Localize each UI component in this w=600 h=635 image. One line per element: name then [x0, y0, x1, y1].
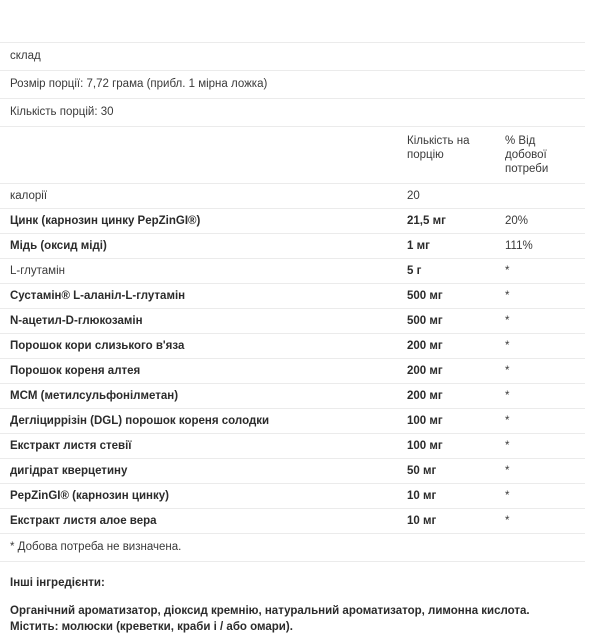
- daily-value-footnote: * Добова потреба не визначена.: [0, 533, 585, 562]
- nutrient-daily-value: *: [505, 340, 510, 352]
- other-ingredients-text: Органічний ароматизатор, діоксид кремнію, натуральний ароматизатор, лимонна кислота. Містить: молюски (креветки, краби і / або омари).: [10, 605, 530, 633]
- nutrient-daily-value: *: [505, 315, 510, 327]
- top-spacer: [0, 0, 600, 42]
- nutrient-daily-value: *: [505, 490, 510, 502]
- table-row: [0, 433, 585, 458]
- nutrient-amount: 100 мг: [407, 415, 443, 427]
- nutrient-amount: 50 мг: [407, 465, 437, 477]
- table-row: [0, 358, 585, 383]
- nutrient-daily-value: *: [505, 290, 510, 302]
- table-row: [0, 283, 585, 308]
- nutrient-name: PepZinGI® (карнозин цинку): [10, 490, 169, 502]
- nutrient-daily-value: *: [505, 465, 510, 477]
- nutrient-daily-value: *: [505, 365, 510, 377]
- nutrient-daily-value: *: [505, 515, 510, 527]
- nutrient-amount: 20: [407, 190, 420, 202]
- nutrient-name: калорії: [10, 190, 48, 202]
- nutrient-daily-value: *: [505, 390, 510, 402]
- nutrient-name: Екстракт листя алое вера: [10, 515, 157, 527]
- nutrient-name: Екстракт листя стевії: [10, 440, 132, 452]
- table-row: [0, 508, 585, 533]
- nutrient-name: Дегліциррізін (DGL) порошок кореня солодки: [10, 415, 270, 427]
- nutrient-amount: 200 мг: [407, 365, 443, 377]
- panel-title: склад: [0, 42, 585, 70]
- table-row: [0, 333, 585, 358]
- nutrient-name: Мідь (оксид міді): [10, 240, 107, 252]
- table-row: [0, 208, 585, 233]
- nutrient-daily-value: *: [505, 415, 510, 427]
- nutrient-amount: 1 мг: [407, 240, 430, 252]
- nutrient-name: L-глутамін: [10, 265, 65, 277]
- supplement-facts-panel: [0, 42, 600, 635]
- serving-size-row: Розмір порції: 7,72 грама (прибл. 1 мірна ложка): [0, 70, 585, 98]
- table-row: [0, 183, 585, 208]
- nutrient-amount: 500 мг: [407, 315, 443, 327]
- servings-per-container-row: Кількість порцій: 30: [0, 98, 585, 126]
- nutrient-name: N-ацетил-D-глюкозамін: [10, 315, 143, 327]
- nutrient-name: дигідрат кверцетину: [10, 465, 128, 477]
- nutrient-amount: 200 мг: [407, 390, 443, 402]
- table-row: [0, 233, 585, 258]
- table-row: [0, 408, 585, 433]
- other-ingredients-title: Інші інгредієнти:: [10, 577, 105, 589]
- nutrient-name: MCM (метилсульфонілметан): [10, 390, 179, 402]
- nutrient-name: Цинк (карнозин цинку PepZinGI®): [10, 215, 201, 227]
- nutrient-daily-value: 20%: [505, 215, 529, 227]
- nutrient-name: Порошок кореня алтея: [10, 365, 141, 377]
- nutrient-name: Сустамін® L-аланіл-L-глутамін: [10, 290, 186, 302]
- nutrient-name: Порошок кори слизького в'яза: [10, 340, 185, 352]
- table-row: [0, 383, 585, 408]
- column-header-percent: % Від добової потреби: [505, 135, 549, 175]
- table-row: [0, 458, 585, 483]
- nutrient-amount: 100 мг: [407, 440, 443, 452]
- table-row: [0, 308, 585, 333]
- nutrient-daily-value: *: [505, 265, 510, 277]
- nutrient-amount: 5 г: [407, 265, 422, 277]
- table-row: [0, 258, 585, 283]
- nutrient-daily-value: *: [505, 440, 510, 452]
- nutrient-amount: 10 мг: [407, 490, 437, 502]
- table-row: [0, 483, 585, 508]
- nutrient-daily-value: 111%: [505, 240, 533, 252]
- nutrient-amount: 10 мг: [407, 515, 437, 527]
- nutrient-amount: 500 мг: [407, 290, 443, 302]
- nutrient-rows: [0, 183, 600, 533]
- column-header-amount: Кількість на порцію: [407, 135, 470, 161]
- nutrient-amount: 21,5 мг: [407, 215, 446, 227]
- table-header-row: [0, 126, 585, 183]
- nutrient-amount: 200 мг: [407, 340, 443, 352]
